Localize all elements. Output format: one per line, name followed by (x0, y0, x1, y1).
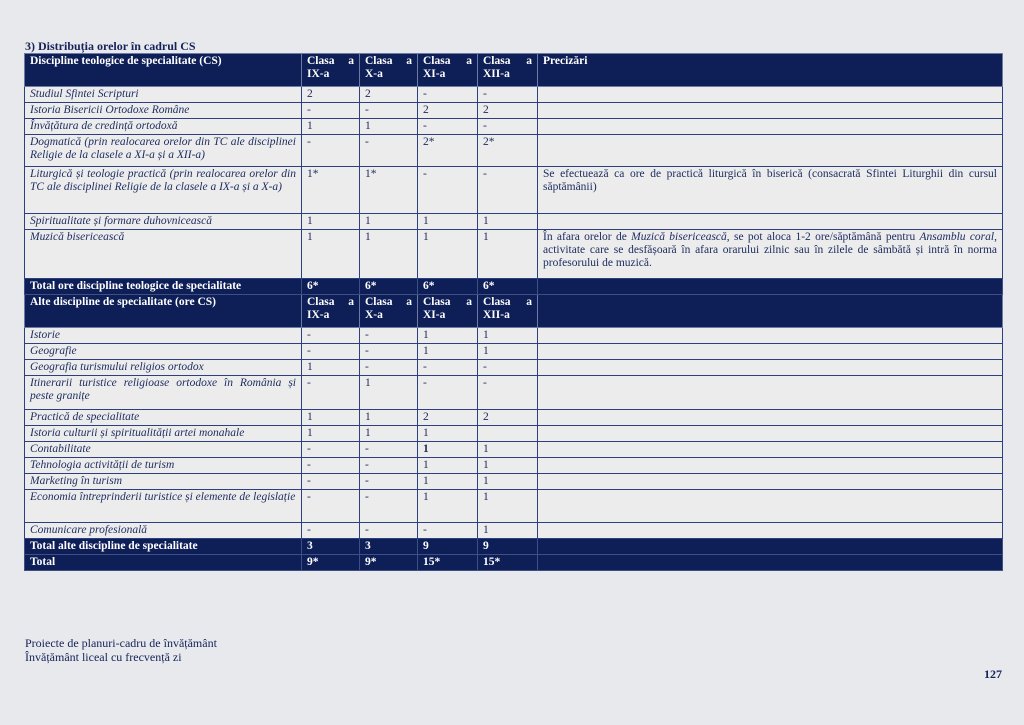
total1-value: 6* (418, 279, 478, 295)
header1-label: Discipline teologice de specialitate (CS) (25, 54, 302, 87)
note-cell (538, 490, 1003, 523)
hours-cell (478, 426, 538, 442)
class-a: a (348, 55, 354, 67)
class-number: IX-a (307, 68, 330, 80)
subject-name: Istoria culturii și spiritualității artei monahale (25, 426, 302, 442)
subject-row (25, 119, 1003, 135)
hours-cell: - (360, 458, 418, 474)
header2-class-1 (360, 295, 418, 328)
note-cell: Se efectuează ca ore de practică liturgică în biserică (consacrată Sfintei Liturghii din cursul săptămânii) (538, 167, 1003, 214)
hours-cell: - (478, 376, 538, 410)
hours-cell: 1 (418, 458, 478, 474)
footer (25, 636, 217, 664)
note-cell (538, 360, 1003, 376)
hours-cell: 1 (360, 426, 418, 442)
page-number: 127 (984, 667, 1002, 681)
hours-cell: 1 (302, 230, 360, 279)
note-cell (538, 214, 1003, 230)
hours-cell: 1 (418, 474, 478, 490)
subject-name: Muzică bisericească (25, 230, 302, 279)
total1-label: Total ore discipline teologice de specialitate (25, 279, 302, 295)
hours-cell: - (360, 135, 418, 167)
hours-cell: 1 (478, 230, 538, 279)
total3-value: 9* (302, 555, 360, 571)
note-part: , se pot aloca 1-2 ore/săptămână pentru (726, 231, 920, 243)
header2-class-0 (302, 295, 360, 328)
subject-row (25, 458, 1003, 474)
hours-cell: - (302, 376, 360, 410)
subject-name: Tehnologia activității de turism (25, 458, 302, 474)
total1-row (25, 279, 1003, 295)
total3-value: 15* (418, 555, 478, 571)
total2-row (25, 539, 1003, 555)
class-word-line (307, 296, 354, 309)
header1-class-2 (418, 54, 478, 87)
subject-name: Marketing în turism (25, 474, 302, 490)
header2-class-2 (418, 295, 478, 328)
note-cell (538, 426, 1003, 442)
note-cell (538, 442, 1003, 458)
class-word: Clasa (307, 296, 335, 308)
hours-cell: 2* (478, 135, 538, 167)
hours-cell: 1 (478, 344, 538, 360)
subject-row (25, 167, 1003, 214)
class-word-line (365, 55, 412, 68)
class-word: Clasa (423, 296, 451, 308)
hours-cell: - (302, 458, 360, 474)
hours-cell: 1 (302, 214, 360, 230)
hours-cell: - (302, 135, 360, 167)
total3-label: Total (25, 555, 302, 571)
hours-cell: 1 (478, 458, 538, 474)
hours-cell: - (360, 490, 418, 523)
total2-value: 9 (418, 539, 478, 555)
subject-row (25, 230, 1003, 279)
hours-cell: 1 (302, 119, 360, 135)
hours-cell: 1 (418, 344, 478, 360)
hours-cell: 1 (478, 474, 538, 490)
hours-cell: 2 (418, 103, 478, 119)
header2-class-3 (478, 295, 538, 328)
hours-cell: 1 (478, 523, 538, 539)
note-cell (538, 135, 1003, 167)
hours-cell: - (302, 442, 360, 458)
class-number: XII-a (483, 68, 510, 80)
hours-cell: - (302, 344, 360, 360)
hours-cell: - (360, 523, 418, 539)
subject-row (25, 328, 1003, 344)
header1-class-0 (302, 54, 360, 87)
total2-value: 3 (302, 539, 360, 555)
hours-cell: 1 (302, 410, 360, 426)
class-number: X-a (365, 68, 383, 80)
subject-name: Istorie (25, 328, 302, 344)
hours-cell: 1 (418, 214, 478, 230)
hours-cell: 1 (302, 360, 360, 376)
note-part: Ansamblu coral (919, 231, 995, 243)
hours-cell: 2* (418, 135, 478, 167)
class-word-line (365, 296, 412, 309)
hours-cell: 1 (478, 214, 538, 230)
subject-row (25, 442, 1003, 458)
hours-cell: 2 (478, 103, 538, 119)
total2-label: Total alte discipline de specialitate (25, 539, 302, 555)
subject-row (25, 103, 1003, 119)
hours-cell: 1 (418, 328, 478, 344)
class-a: a (466, 55, 472, 67)
class-word: Clasa (483, 55, 511, 67)
hours-cell: - (478, 360, 538, 376)
class-a: a (466, 296, 472, 308)
hours-cell: 1 (418, 442, 478, 458)
subject-name: Geografie (25, 344, 302, 360)
note-cell (538, 344, 1003, 360)
hours-cell: - (302, 474, 360, 490)
class-word-line (423, 296, 472, 309)
hours-cell: 1 (360, 410, 418, 426)
hours-cell: - (360, 328, 418, 344)
total3-row (25, 555, 1003, 571)
note-cell (538, 523, 1003, 539)
subject-row (25, 214, 1003, 230)
note-cell (538, 410, 1003, 426)
note-cell (538, 458, 1003, 474)
class-number: X-a (365, 309, 383, 321)
class-word: Clasa (365, 296, 393, 308)
header2-label: Alte discipline de specialitate (ore CS) (25, 295, 302, 328)
subject-name: Comunicare profesională (25, 523, 302, 539)
class-a: a (526, 55, 532, 67)
hours-cell: 1 (478, 328, 538, 344)
hours-cell: 1 (478, 490, 538, 523)
class-a: a (348, 296, 354, 308)
hours-cell: - (478, 87, 538, 103)
class-number: XII-a (483, 309, 510, 321)
note-cell (538, 376, 1003, 410)
hours-cell: - (302, 523, 360, 539)
subject-name: Geografia turismului religios ortodox (25, 360, 302, 376)
hours-cell: 1 (418, 230, 478, 279)
hours-cell: 1* (302, 167, 360, 214)
class-number: XI-a (423, 309, 446, 321)
total2-value: 9 (478, 539, 538, 555)
subject-row (25, 135, 1003, 167)
note-cell (538, 328, 1003, 344)
class-word: Clasa (307, 55, 335, 67)
total1-value: 6* (478, 279, 538, 295)
hours-cell: - (360, 360, 418, 376)
subject-row (25, 490, 1003, 523)
hours-cell: - (418, 523, 478, 539)
class-word: Clasa (423, 55, 451, 67)
hours-cell: 1 (360, 214, 418, 230)
hours-cell: 2 (360, 87, 418, 103)
total2-value: 3 (360, 539, 418, 555)
hours-cell: - (418, 167, 478, 214)
hours-cell: 1 (360, 376, 418, 410)
subject-name: Practică de specialitate (25, 410, 302, 426)
subject-row (25, 376, 1003, 410)
hours-cell: - (360, 474, 418, 490)
hours-cell: - (418, 360, 478, 376)
note-cell (538, 474, 1003, 490)
subject-name: Învățătura de credință ortodoxă (25, 119, 302, 135)
total3-value: 15* (478, 555, 538, 571)
subject-row (25, 344, 1003, 360)
subject-name: Liturgică și teologie practică (prin realocarea orelor din TC ale disciplinei Religie de la clasele a IX-a și a X-a) (25, 167, 302, 214)
total3-notes-empty (538, 555, 1003, 571)
note-cell (538, 119, 1003, 135)
hours-cell: - (418, 119, 478, 135)
class-word-line (483, 55, 532, 68)
header2-notes-header (538, 295, 1003, 328)
total1-value: 6* (360, 279, 418, 295)
subject-row (25, 410, 1003, 426)
class-a: a (406, 296, 412, 308)
hours-cell: - (302, 103, 360, 119)
hours-cell: 1 (418, 426, 478, 442)
note-cell (538, 103, 1003, 119)
header2-row (25, 295, 1003, 328)
hours-cell: 1 (302, 426, 360, 442)
note-part: În afara orelor de (543, 231, 632, 243)
section-title: 3) Distribuția orelor în cadrul CS (25, 39, 196, 53)
note-cell (538, 230, 1003, 279)
class-word-line (423, 55, 472, 68)
subject-name: Contabilitate (25, 442, 302, 458)
subject-name: Dogmatică (prin realocarea orelor din TC ale disciplinei Religie de la clasele a XI-a și a XII-a) (25, 135, 302, 167)
header1-class-1 (360, 54, 418, 87)
subject-name: Istoria Bisericii Ortodoxe Române (25, 103, 302, 119)
class-number: XI-a (423, 68, 446, 80)
hours-cell: - (478, 167, 538, 214)
class-a: a (406, 55, 412, 67)
header1-notes-header: Precizări (538, 54, 1003, 87)
class-word: Clasa (365, 55, 393, 67)
hours-cell: - (360, 103, 418, 119)
subject-name: Itinerarii turistice religioase ortodoxe în România și peste granițe (25, 376, 302, 410)
hours-cell: - (302, 490, 360, 523)
subject-row (25, 474, 1003, 490)
subject-name: Studiul Sfintei Scripturi (25, 87, 302, 103)
total2-notes-empty (538, 539, 1003, 555)
hours-cell: 2 (478, 410, 538, 426)
subject-name: Spiritualitate și formare duhovnicească (25, 214, 302, 230)
hours-cell: 1* (360, 167, 418, 214)
header1-class-3 (478, 54, 538, 87)
note-cell (538, 87, 1003, 103)
hours-cell: 1 (360, 230, 418, 279)
hours-cell: 1 (418, 490, 478, 523)
total1-value: 6* (302, 279, 360, 295)
class-word-line (483, 296, 532, 309)
subject-row (25, 360, 1003, 376)
hours-cell: 2 (418, 410, 478, 426)
hours-cell: 2 (302, 87, 360, 103)
total3-value: 9* (360, 555, 418, 571)
hours-cell: - (478, 119, 538, 135)
hours-cell: - (418, 376, 478, 410)
total1-notes-empty (538, 279, 1003, 295)
footer-line-2: Învățământ liceal cu frecvență zi (25, 650, 182, 664)
hours-cell: 1 (478, 442, 538, 458)
subject-row (25, 523, 1003, 539)
hours-cell: - (360, 344, 418, 360)
note-part: Muzică bisericească (631, 231, 727, 243)
subject-row (25, 87, 1003, 103)
footer-line-1: Proiecte de planuri-cadru de învățământ (25, 636, 217, 650)
class-word-line (307, 55, 354, 68)
class-number: IX-a (307, 309, 330, 321)
hours-cell: - (360, 442, 418, 458)
hours-cell: - (418, 87, 478, 103)
subject-name: Economia întreprinderii turistice și elemente de legislație (25, 490, 302, 523)
note-part: , activitate care se desfășoară în afara orarului zilnic sau în zilele de sâmbătă și intră în norma profesorului de muzică. (543, 231, 997, 269)
header1-row (25, 54, 1003, 87)
hours-cell: - (302, 328, 360, 344)
class-word: Clasa (483, 296, 511, 308)
hours-distribution-table (24, 53, 1003, 571)
hours-cell: 1 (360, 119, 418, 135)
class-a: a (526, 296, 532, 308)
subject-row (25, 426, 1003, 442)
